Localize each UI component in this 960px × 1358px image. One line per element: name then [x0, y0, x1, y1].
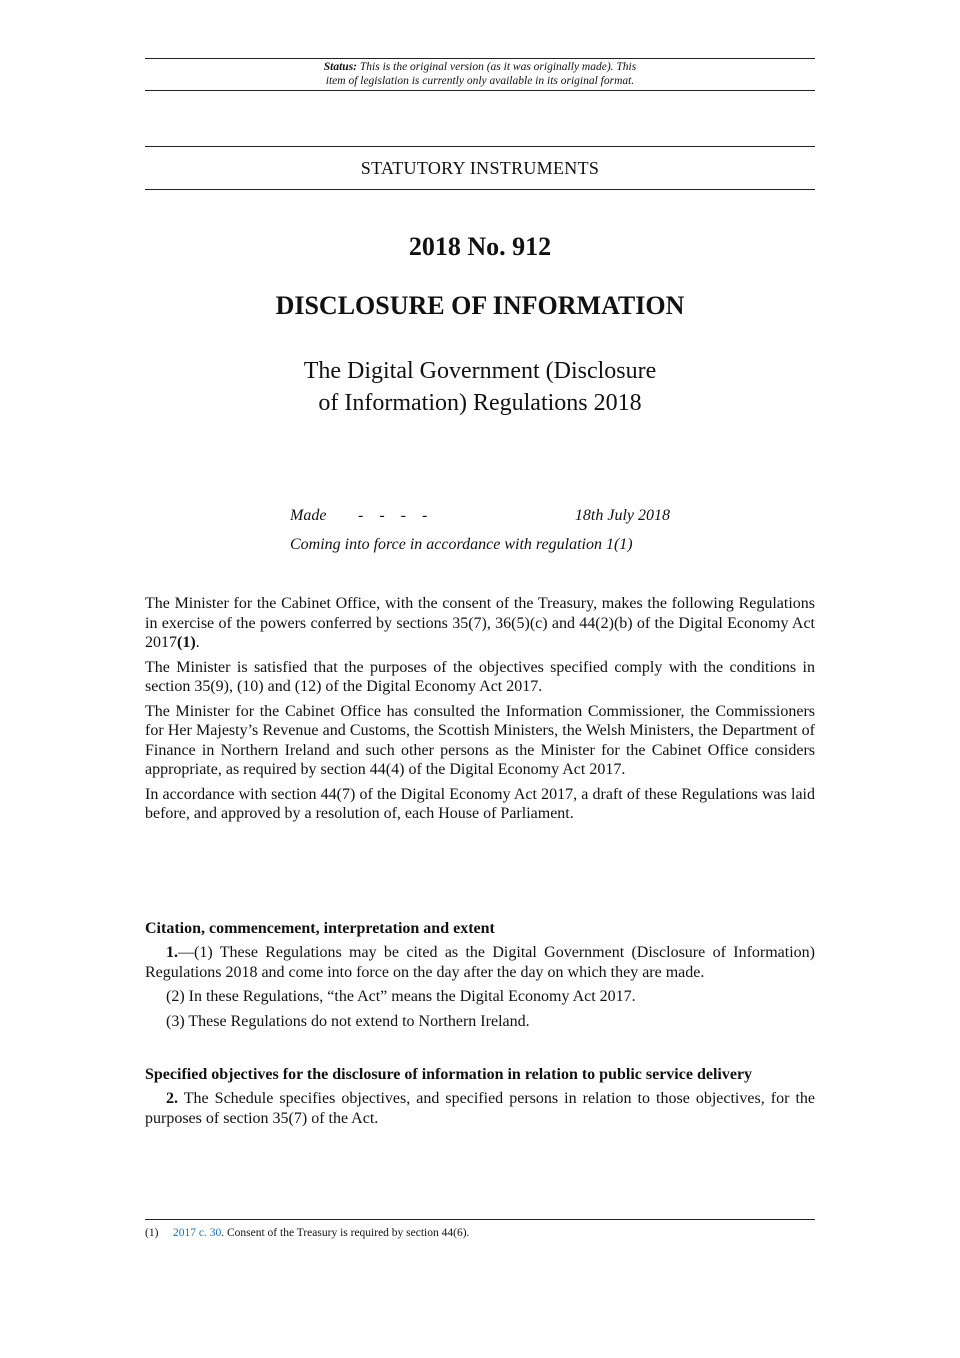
- status-line-2: item of legislation is currently only available in its original format.: [325, 75, 635, 87]
- preamble-paragraph-3: The Minister for the Cabinet Office has consulted the Information Commissioner, the Commissioners for Her Majesty’s Revenue and Customs, the Scottish Ministers, the Welsh Ministers, the Department of Finance in Northern Ireland and such other persons as the Minister for the Cabinet Office considers appropriate, as required by section 44(4) of the Digital Economy Act 2017.: [145, 702, 815, 778]
- section-2: [145, 1065, 815, 1133]
- footnote-text: . Consent of the Treasury is required by section 44(6).: [221, 1227, 470, 1239]
- series-heading: STATUTORY INSTRUMENTS: [145, 146, 815, 190]
- dates-block: [290, 505, 680, 563]
- regulation-title: [145, 355, 815, 419]
- made-label: Made: [290, 507, 327, 524]
- preamble: [145, 594, 815, 829]
- preamble-paragraph-1: [145, 594, 815, 653]
- preamble-p1-end: .: [195, 634, 200, 651]
- made-dashes: - - - -: [358, 507, 428, 524]
- footnote-citation-link[interactable]: 2017 c. 30: [173, 1227, 222, 1239]
- section-1-para-1: [145, 943, 815, 982]
- status-text-1: This is the original version (as it was originally made). This: [359, 61, 637, 73]
- section-1-number: 1.: [166, 944, 178, 961]
- section-1-para-1-text: —(1) These Regulations may be cited as the Digital Government (Disclosure of Information) Regulations 2018 and come into force on the day after the day on which they are made.: [145, 944, 815, 981]
- section-2-para-1-text: The Schedule specifies objectives, and specified persons in relation to those objectives, for the purposes of section 35(7) of the Act.: [145, 1090, 815, 1127]
- footnote: [145, 1226, 815, 1240]
- preamble-p1-text: The Minister for the Cabinet Office, with the consent of the Treasury, makes the following Regulations in exercise of the powers conferred by sections 35(7), 36(5)(c) and 44(2)(b) of the Digital Economy Act 2017: [145, 595, 815, 651]
- section-2-heading: Specified objectives for the disclosure of information in relation to public service delivery: [145, 1066, 753, 1083]
- section-1-body: [145, 943, 815, 1031]
- footnote-reference[interactable]: (1): [177, 634, 196, 651]
- status-line-1: [145, 60, 815, 74]
- section-2-body: [145, 1089, 815, 1128]
- made-date: 18th July 2018: [574, 507, 670, 524]
- preamble-paragraph-4: In accordance with section 44(7) of the Digital Economy Act 2017, a draft of these Regulations was laid before, and approved by a resolution of, each House of Parliament.: [145, 785, 815, 822]
- title-line-1: The Digital Government (Disclosure: [303, 358, 657, 384]
- status-banner: [145, 58, 815, 91]
- footnote-divider: [145, 1219, 815, 1220]
- coming-into-force: Coming into force in accordance with regulation 1(1): [290, 536, 633, 553]
- instrument-number: 2018 No. 912: [408, 232, 552, 261]
- section-2-number: 2.: [166, 1090, 178, 1107]
- made-row: [290, 505, 680, 534]
- footnote-number: (1): [145, 1227, 159, 1239]
- section-2-para-1: [145, 1089, 815, 1128]
- status-label: Status:: [323, 61, 358, 73]
- section-1-para-2: (2) In these Regulations, “the Act” means the Digital Economy Act 2017.: [166, 988, 636, 1005]
- section-1-heading: Citation, commencement, interpretation and extent: [145, 920, 495, 937]
- section-1-para-3: (3) These Regulations do not extend to Northern Ireland.: [166, 1012, 530, 1030]
- subject-heading: DISCLOSURE OF INFORMATION: [275, 291, 685, 320]
- preamble-paragraph-2: The Minister is satisfied that the purposes of the objectives specified comply with the conditions in section 35(9), (10) and (12) of the Digital Economy Act 2017.: [145, 658, 815, 695]
- title-line-2: of Information) Regulations 2018: [318, 390, 642, 416]
- section-1: [145, 919, 815, 1036]
